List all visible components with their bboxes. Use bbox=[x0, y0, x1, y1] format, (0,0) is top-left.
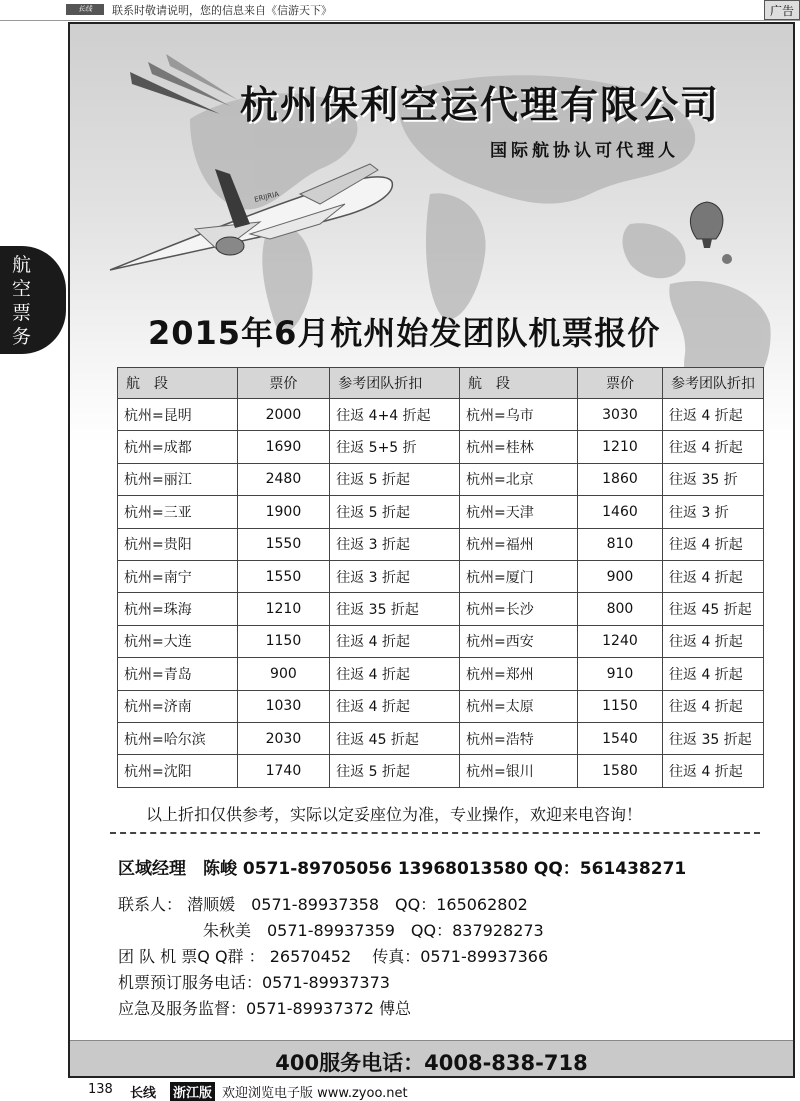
disclaimer-text: 以上折扣仅供参考，实际以定妥座位为准，专业操作，欢迎来电咨询！ bbox=[146, 805, 643, 824]
booking-phone: 机票预订服务电话：0571-89937373 bbox=[118, 973, 390, 992]
contact-person-2: 朱秋美 0571-89937359 QQ：837928273 bbox=[203, 921, 544, 940]
fare-route-cell: 杭州=大连 bbox=[118, 625, 238, 657]
fare-discount-cell: 往返 4 折起 bbox=[330, 625, 460, 657]
fare-price-cell: 900 bbox=[577, 560, 662, 592]
regional-manager: 区域经理 陈峻 0571-89705056 13968013580 QQ：561438271 bbox=[118, 859, 687, 879]
fare-price-cell: 1240 bbox=[577, 625, 662, 657]
fare-discount-cell: 往返 4 折起 bbox=[663, 755, 764, 787]
svg-text:ERIJRIA: ERIJRIA bbox=[253, 190, 280, 204]
fare-route-cell: 杭州=贵阳 bbox=[118, 528, 238, 560]
fare-price-cell: 900 bbox=[237, 658, 330, 690]
fare-row bbox=[118, 399, 764, 431]
fare-price-cell: 1900 bbox=[237, 496, 330, 528]
fare-discount-cell: 往返 4 折起 bbox=[663, 690, 764, 722]
brand-name: 长线 bbox=[130, 1086, 157, 1101]
header-price: 票价 bbox=[237, 368, 330, 399]
fare-table bbox=[117, 367, 764, 788]
fare-price-cell: 1460 bbox=[577, 496, 662, 528]
contact-note: 联系时敬请说明，您的信息来自《信游天下》 bbox=[112, 4, 332, 17]
fare-row bbox=[118, 593, 764, 625]
fare-discount-cell: 往返 35 折起 bbox=[663, 722, 764, 754]
fare-route-cell: 杭州=天津 bbox=[459, 496, 577, 528]
page-footer bbox=[0, 1080, 800, 1100]
fare-discount-cell: 往返 35 折 bbox=[663, 463, 764, 495]
fare-route-cell: 杭州=乌市 bbox=[459, 399, 577, 431]
page-number: 138 bbox=[88, 1082, 113, 1097]
website-link[interactable]: 欢迎浏览电子版 www.zyoo.net bbox=[222, 1086, 408, 1101]
section-tab-char: 票 bbox=[12, 302, 32, 324]
fare-table-header bbox=[118, 368, 764, 399]
fare-route-cell: 杭州=郑州 bbox=[459, 658, 577, 690]
fare-discount-cell: 往返 3 折 bbox=[663, 496, 764, 528]
fare-discount-cell: 往返 5 折起 bbox=[330, 463, 460, 495]
fare-route-cell: 杭州=银川 bbox=[459, 755, 577, 787]
group-qq: 团 队 机 票Q Q群 ： 26570452 传真：0571-89937366 bbox=[118, 947, 549, 966]
fare-price-cell: 1690 bbox=[237, 431, 330, 463]
section-tab-char: 航 bbox=[12, 254, 32, 276]
fare-route-cell: 杭州=浩特 bbox=[459, 722, 577, 754]
fare-route-cell: 杭州=长沙 bbox=[459, 593, 577, 625]
fare-row bbox=[118, 496, 764, 528]
fare-price-cell: 2030 bbox=[237, 722, 330, 754]
fare-discount-cell: 往返 5 折起 bbox=[330, 755, 460, 787]
contact-person-1: 联系人： 潜顺媛 0571-89937358 QQ：165062802 bbox=[118, 895, 528, 914]
hot-air-balloon-icon bbox=[690, 202, 732, 264]
fare-price-cell: 1030 bbox=[237, 690, 330, 722]
fare-discount-cell: 往返 45 折起 bbox=[330, 722, 460, 754]
fare-route-cell: 杭州=沈阳 bbox=[118, 755, 238, 787]
header-route: 航 段 bbox=[459, 368, 577, 399]
fare-discount-cell: 往返 3 折起 bbox=[330, 528, 460, 560]
header-discount: 参考团队折扣 bbox=[663, 368, 764, 399]
fare-table-body bbox=[118, 399, 764, 788]
fare-route-cell: 杭州=福州 bbox=[459, 528, 577, 560]
fare-route-cell: 杭州=太原 bbox=[459, 690, 577, 722]
fare-row bbox=[118, 722, 764, 754]
dashed-divider bbox=[110, 832, 760, 834]
fare-route-cell: 杭州=丽江 bbox=[118, 463, 238, 495]
fare-route-cell: 杭州=珠海 bbox=[118, 593, 238, 625]
ad-tag: 广告 bbox=[764, 0, 800, 20]
emergency-phone: 应急及服务监督：0571-89937372 傅总 bbox=[118, 999, 412, 1018]
fare-discount-cell: 往返 4+4 折起 bbox=[330, 399, 460, 431]
fare-route-cell: 杭州=成都 bbox=[118, 431, 238, 463]
fare-row bbox=[118, 463, 764, 495]
fare-row bbox=[118, 560, 764, 592]
fare-discount-cell: 往返 45 折起 bbox=[663, 593, 764, 625]
fare-row bbox=[118, 690, 764, 722]
fare-discount-cell: 往返 4 折起 bbox=[663, 431, 764, 463]
fare-discount-cell: 往返 4 折起 bbox=[663, 399, 764, 431]
fare-price-cell: 800 bbox=[577, 593, 662, 625]
fare-price-cell: 3030 bbox=[577, 399, 662, 431]
fare-price-cell: 1540 bbox=[577, 722, 662, 754]
header-route: 航 段 bbox=[118, 368, 238, 399]
section-tab-char: 空 bbox=[12, 278, 32, 300]
section-tab bbox=[0, 246, 66, 354]
fare-discount-cell: 往返 4 折起 bbox=[330, 690, 460, 722]
fare-price-cell: 1580 bbox=[577, 755, 662, 787]
fare-price-cell: 1860 bbox=[577, 463, 662, 495]
fare-discount-cell: 往返 4 折起 bbox=[663, 658, 764, 690]
fare-price-cell: 1150 bbox=[237, 625, 330, 657]
company-name: 杭州保利空运代理有限公司 bbox=[240, 83, 721, 127]
fare-price-cell: 1210 bbox=[237, 593, 330, 625]
fare-price-cell: 2000 bbox=[237, 399, 330, 431]
fare-route-cell: 杭州=南宁 bbox=[118, 560, 238, 592]
fare-discount-cell: 往返 4 折起 bbox=[330, 658, 460, 690]
fare-row bbox=[118, 528, 764, 560]
fare-price-cell: 1550 bbox=[237, 528, 330, 560]
fare-route-cell: 杭州=哈尔滨 bbox=[118, 722, 238, 754]
fare-route-cell: 杭州=三亚 bbox=[118, 496, 238, 528]
fare-route-cell: 杭州=济南 bbox=[118, 690, 238, 722]
fare-discount-cell: 往返 4 折起 bbox=[663, 528, 764, 560]
fare-price-cell: 910 bbox=[577, 658, 662, 690]
fare-price-cell: 1210 bbox=[577, 431, 662, 463]
ad-frame bbox=[68, 22, 795, 1078]
edition-badge: 浙江版 bbox=[170, 1082, 215, 1101]
company-subtitle: 国际航协认可代理人 bbox=[490, 141, 679, 161]
service-phone: 400服务电话：4008-838-718 bbox=[275, 1051, 588, 1075]
fare-price-cell: 810 bbox=[577, 528, 662, 560]
magazine-logo: 长线 bbox=[66, 4, 104, 15]
page-title: 2015年6月杭州始发团队机票报价 bbox=[148, 314, 661, 352]
top-banner bbox=[0, 0, 800, 21]
fare-discount-cell: 往返 35 折起 bbox=[330, 593, 460, 625]
fare-discount-cell: 往返 4 折起 bbox=[663, 560, 764, 592]
header-discount: 参考团队折扣 bbox=[330, 368, 460, 399]
fare-route-cell: 杭州=桂林 bbox=[459, 431, 577, 463]
fare-row bbox=[118, 755, 764, 787]
fare-route-cell: 杭州=昆明 bbox=[118, 399, 238, 431]
fare-route-cell: 杭州=青岛 bbox=[118, 658, 238, 690]
header-price: 票价 bbox=[577, 368, 662, 399]
fare-route-cell: 杭州=厦门 bbox=[459, 560, 577, 592]
fare-price-cell: 1550 bbox=[237, 560, 330, 592]
fare-price-cell: 1740 bbox=[237, 755, 330, 787]
service-phone-bar bbox=[70, 1040, 793, 1077]
fare-row bbox=[118, 658, 764, 690]
fare-discount-cell: 往返 4 折起 bbox=[663, 625, 764, 657]
fare-row bbox=[118, 431, 764, 463]
fare-discount-cell: 往返 5+5 折 bbox=[330, 431, 460, 463]
section-tab-char: 务 bbox=[12, 326, 32, 348]
fare-price-cell: 2480 bbox=[237, 463, 330, 495]
fare-row bbox=[118, 625, 764, 657]
fare-discount-cell: 往返 5 折起 bbox=[330, 496, 460, 528]
fare-price-cell: 1150 bbox=[577, 690, 662, 722]
fare-discount-cell: 往返 3 折起 bbox=[330, 560, 460, 592]
fare-route-cell: 杭州=西安 bbox=[459, 625, 577, 657]
fare-route-cell: 杭州=北京 bbox=[459, 463, 577, 495]
